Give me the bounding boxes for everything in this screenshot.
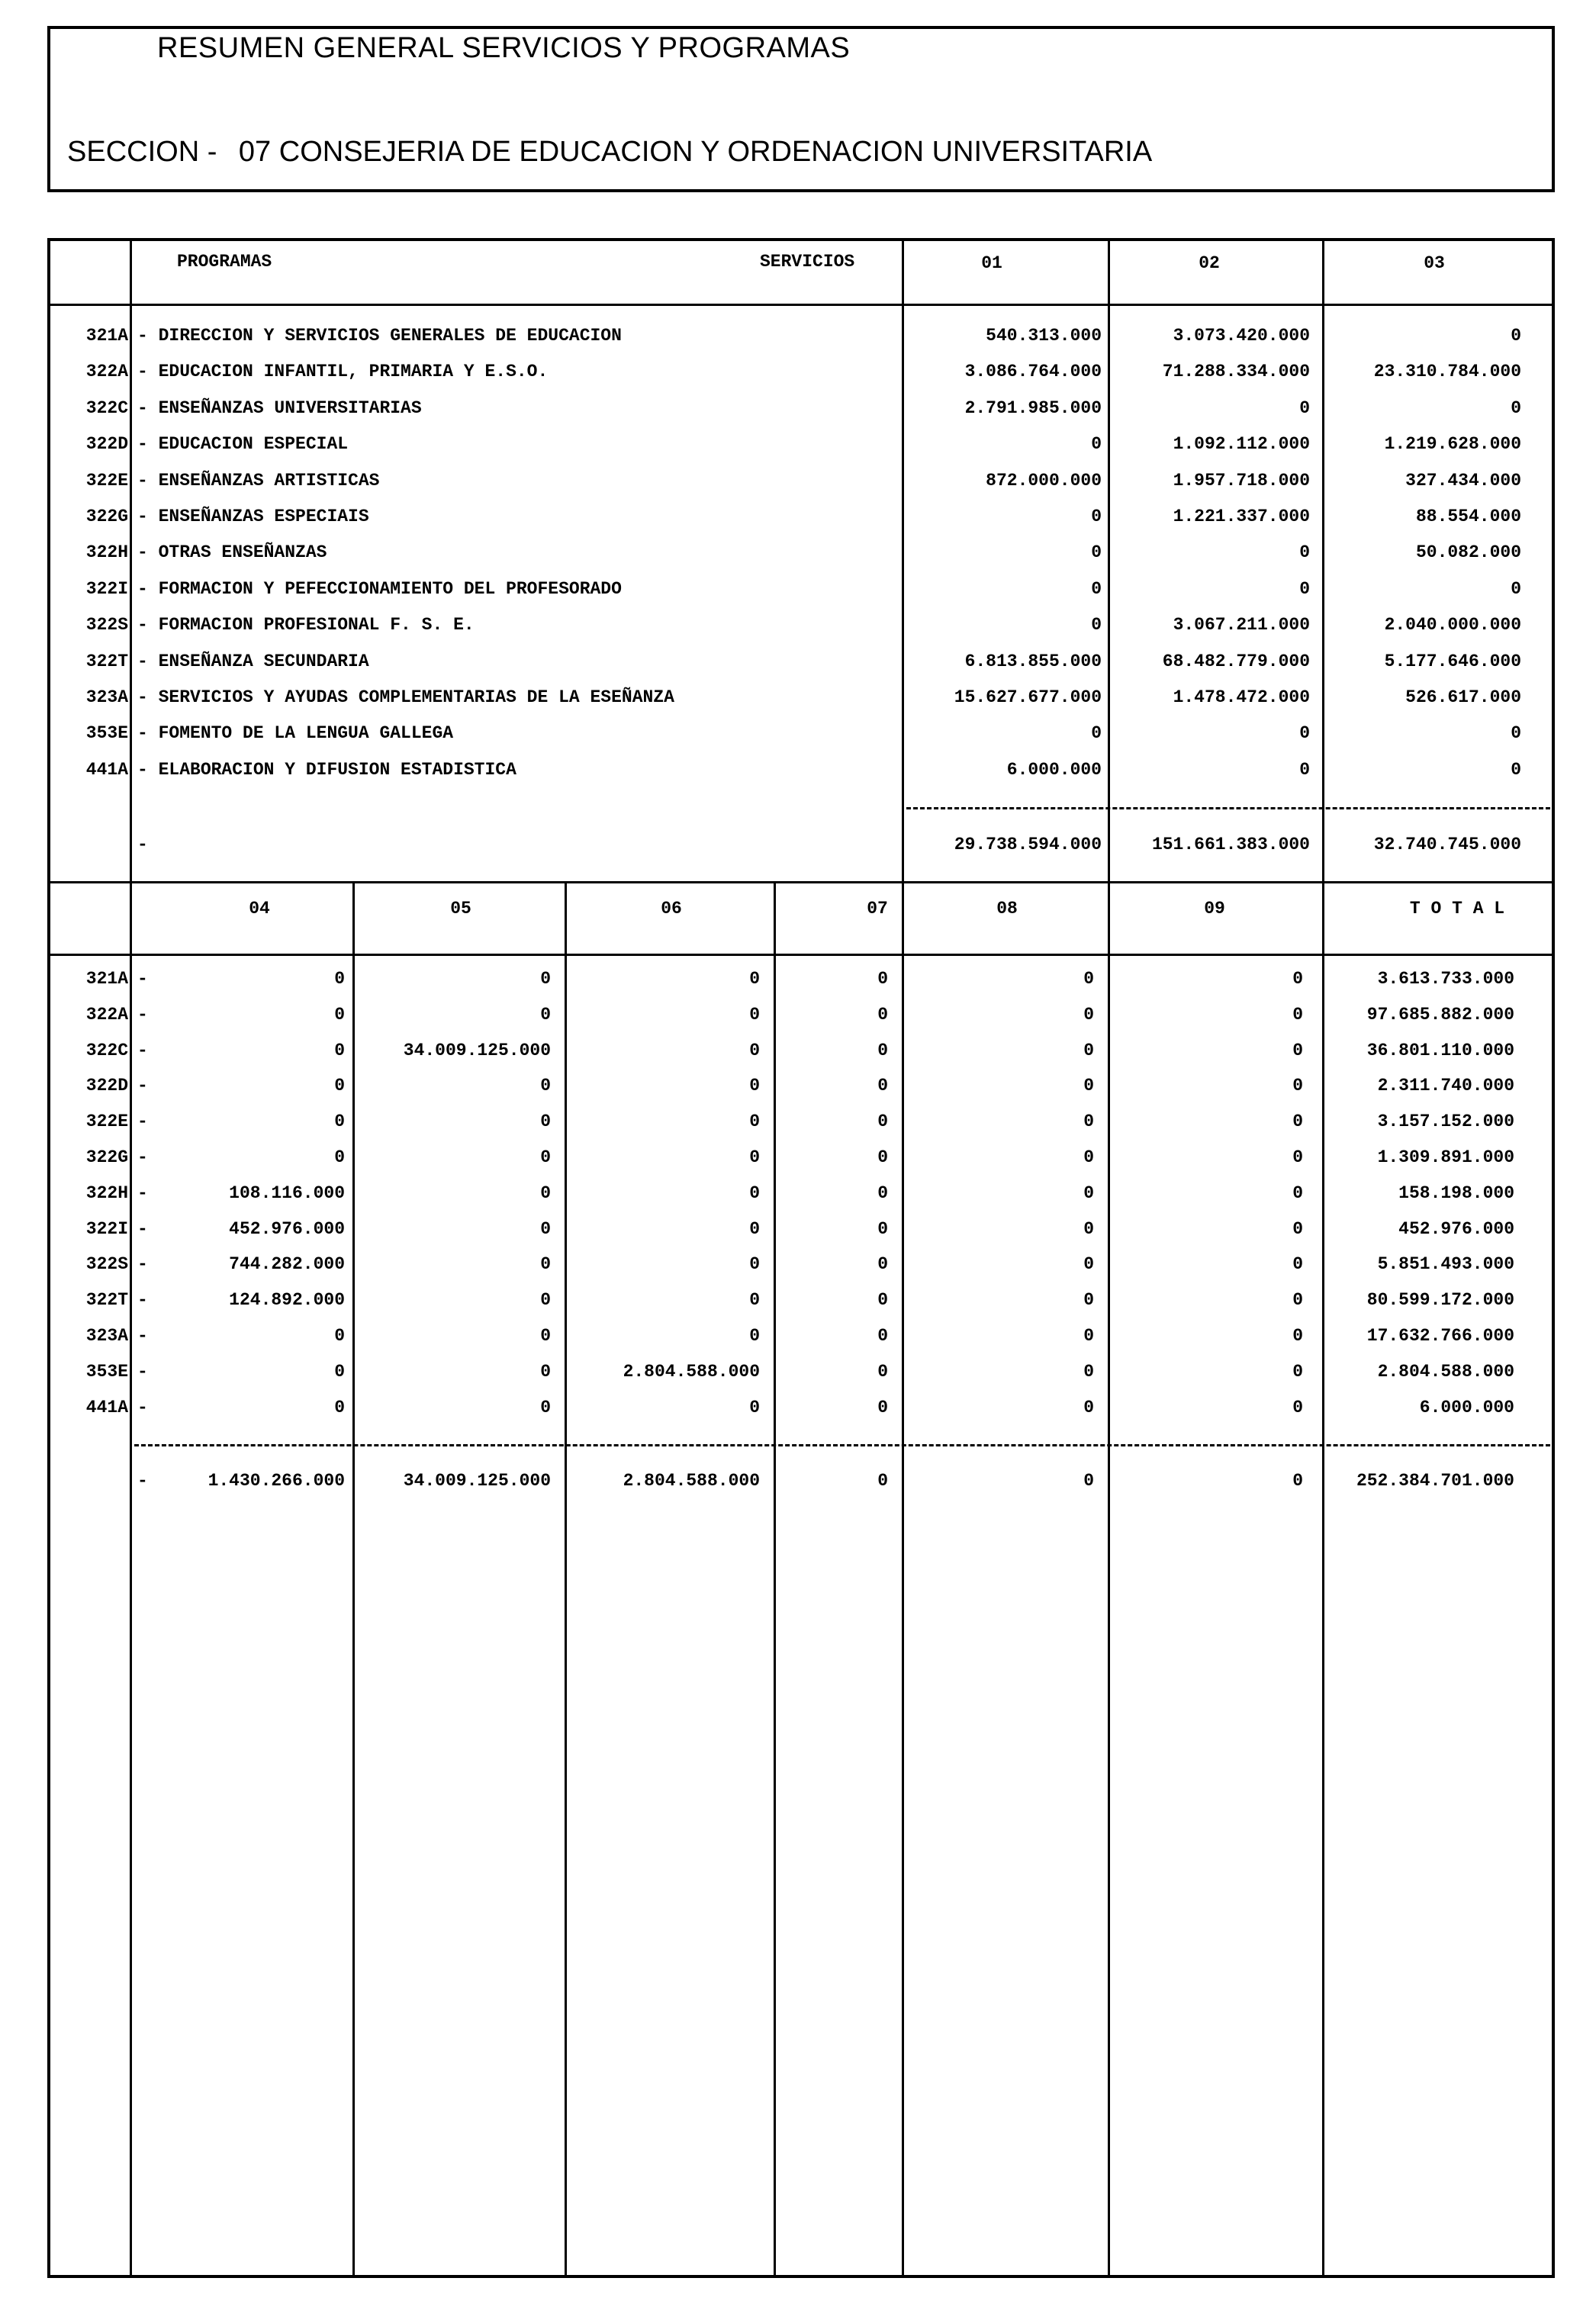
service-value: 1.309.891.000 <box>1377 1147 1514 1167</box>
section-name: 07 CONSEJERIA DE EDUCACION Y ORDENACION UNIVERSITARIA <box>238 136 1153 168</box>
service-value: 0 <box>877 1326 888 1346</box>
section-line <box>67 136 1152 169</box>
program-code: 321A <box>85 969 128 989</box>
service-value: 15.627.677.000 <box>954 687 1102 707</box>
column-header-07: 07 <box>867 899 888 919</box>
program-code: 323A <box>85 1326 128 1346</box>
program-code: 322G <box>85 1147 128 1167</box>
column-header-02: 02 <box>1199 253 1220 273</box>
service-value: 0 <box>540 1326 551 1346</box>
service-value: 0 <box>1091 578 1102 599</box>
service-value: 0 <box>877 1254 888 1275</box>
column-header-01: 01 <box>981 253 1002 273</box>
service-value: 0 <box>1083 1361 1094 1382</box>
service-total: 1.430.266.000 <box>208 1471 345 1491</box>
service-value: 1.221.337.000 <box>1173 507 1310 526</box>
service-value: 452.976.000 <box>229 1218 345 1239</box>
service-value: 0 <box>540 1218 551 1239</box>
bottom-total-rule <box>134 1444 1550 1446</box>
service-value: 0 <box>1083 1076 1094 1096</box>
service-value: 68.482.779.000 <box>1162 651 1310 671</box>
service-total: 29.738.594.000 <box>954 835 1102 854</box>
service-value: 0 <box>1292 1361 1303 1382</box>
service-value: 0 <box>1292 1326 1303 1346</box>
service-value: 0 <box>749 1290 760 1311</box>
top-total-rule <box>906 807 1550 809</box>
service-value: 34.009.125.000 <box>403 1040 551 1060</box>
service-value: 108.116.000 <box>229 1182 345 1203</box>
service-value: 0 <box>1292 1147 1303 1167</box>
service-value: 0 <box>749 1112 760 1132</box>
service-value: 6.000.000 <box>1419 1397 1514 1417</box>
service-value: 0 <box>1292 1076 1303 1096</box>
service-value: 0 <box>877 1182 888 1203</box>
service-value: 0 <box>540 1361 551 1382</box>
row-dash: - <box>137 1112 148 1132</box>
service-value: 88.554.000 <box>1415 507 1521 526</box>
program-description: - DIRECCION Y SERVICIOS GENERALES DE EDUCACION <box>137 326 622 346</box>
service-value: 2.791.985.000 <box>964 397 1102 418</box>
program-code: 322T <box>85 1290 128 1311</box>
service-total: 0 <box>877 1471 888 1491</box>
service-value: 0 <box>877 1040 888 1060</box>
program-code: 322C <box>85 1040 128 1060</box>
service-value: 5.177.646.000 <box>1384 651 1521 671</box>
row-dash: - <box>137 1182 148 1203</box>
service-value: 3.157.152.000 <box>1377 1112 1514 1132</box>
column-header-09: 09 <box>1204 899 1225 919</box>
service-value: 2.040.000.000 <box>1384 615 1521 635</box>
service-value: 3.067.211.000 <box>1173 615 1310 635</box>
service-total: 252.384.701.000 <box>1356 1471 1514 1491</box>
service-value: 452.976.000 <box>1398 1218 1514 1239</box>
row-dash: - <box>137 1147 148 1167</box>
budget-table <box>47 238 1555 2278</box>
column-header-05: 05 <box>450 899 471 919</box>
service-value: 0 <box>749 1147 760 1167</box>
program-code: 322C <box>85 397 128 418</box>
service-value: 0 <box>877 1290 888 1311</box>
program-description: - OTRAS ENSEÑANZAS <box>137 542 327 563</box>
service-value: 0 <box>1083 1147 1094 1167</box>
program-description: - FOMENTO DE LA LENGUA GALLEGA <box>137 723 454 744</box>
service-value: 0 <box>749 1326 760 1346</box>
service-total: 151.661.383.000 <box>1151 835 1310 854</box>
program-code: 441A <box>85 759 128 780</box>
service-value: 0 <box>540 1182 551 1203</box>
service-value: 0 <box>1299 759 1310 780</box>
column-header-TOTAL: T O T A L <box>1409 899 1505 919</box>
program-description: - EDUCACION ESPECIAL <box>137 434 349 455</box>
service-total: 34.009.125.000 <box>403 1471 551 1491</box>
service-value: 0 <box>334 1004 345 1025</box>
service-value: 0 <box>1083 1326 1094 1346</box>
row-dash: - <box>137 1290 148 1311</box>
program-description: - ENSEÑANZAS ARTISTICAS <box>137 470 380 491</box>
service-value: 0 <box>540 1076 551 1096</box>
service-value: 3.086.764.000 <box>964 362 1102 382</box>
service-value: 5.851.493.000 <box>1377 1254 1514 1275</box>
service-value: 0 <box>540 1004 551 1025</box>
service-value: 0 <box>1511 326 1521 346</box>
program-code: 322D <box>85 1076 128 1096</box>
service-value: 0 <box>877 1361 888 1382</box>
service-total: 0 <box>1083 1471 1094 1491</box>
service-value: 2.804.588.000 <box>623 1361 760 1382</box>
program-description: - SERVICIOS Y AYUDAS COMPLEMENTARIAS DE LA ESEÑANZA <box>137 687 674 707</box>
service-value: 0 <box>1091 507 1102 526</box>
service-value: 0 <box>877 1112 888 1132</box>
service-value: 2.311.740.000 <box>1377 1076 1514 1096</box>
service-value: 0 <box>1292 969 1303 989</box>
service-value: 0 <box>1292 1112 1303 1132</box>
service-value: 0 <box>1511 759 1521 780</box>
service-value: 124.892.000 <box>229 1290 345 1311</box>
row-dash: - <box>137 1326 148 1346</box>
program-description: - FORMACION PROFESIONAL F. S. E. <box>137 615 475 635</box>
service-value: 327.434.000 <box>1405 470 1521 491</box>
service-value: 0 <box>1511 578 1521 599</box>
program-code: 322E <box>85 470 128 491</box>
service-value: 0 <box>540 1147 551 1167</box>
program-code: 322S <box>85 615 128 635</box>
program-code: 323A <box>85 687 128 707</box>
program-description: - ENSEÑANZAS UNIVERSITARIAS <box>137 397 422 418</box>
service-value: 0 <box>334 1147 345 1167</box>
service-value: 97.685.882.000 <box>1366 1004 1514 1025</box>
program-code: 322A <box>85 1004 128 1025</box>
service-value: 0 <box>1083 1397 1094 1417</box>
service-value: 0 <box>334 1076 345 1096</box>
row-dash: - <box>137 1040 148 1060</box>
service-value: 0 <box>749 1004 760 1025</box>
service-value: 3.073.420.000 <box>1173 326 1310 346</box>
service-value: 0 <box>749 969 760 989</box>
program-code: 322S <box>85 1254 128 1275</box>
program-code: 321A <box>85 326 128 346</box>
program-code: 322I <box>85 1218 128 1239</box>
service-value: 0 <box>1299 397 1310 418</box>
service-value: 0 <box>540 1397 551 1417</box>
program-code: 353E <box>85 1361 128 1382</box>
document-title: RESUMEN GENERAL SERVICIOS Y PROGRAMAS <box>157 32 851 64</box>
bottom-header-rule <box>50 954 1552 956</box>
service-value: 0 <box>1083 1112 1094 1132</box>
service-value: 0 <box>1511 723 1521 744</box>
service-value: 6.000.000 <box>1006 759 1102 780</box>
service-value: 0 <box>1299 542 1310 563</box>
service-value: 0 <box>749 1397 760 1417</box>
service-value: 0 <box>1292 1218 1303 1239</box>
service-value: 744.282.000 <box>229 1254 345 1275</box>
service-value: 0 <box>1083 1004 1094 1025</box>
service-value: 1.957.718.000 <box>1173 470 1310 491</box>
service-value: 0 <box>1083 1218 1094 1239</box>
service-value: 0 <box>1083 1182 1094 1203</box>
program-code: 322I <box>85 578 128 599</box>
service-value: 0 <box>877 1076 888 1096</box>
service-value: 0 <box>334 1326 345 1346</box>
program-code: 322E <box>85 1112 128 1132</box>
service-value: 0 <box>877 1004 888 1025</box>
column-header-03: 03 <box>1424 253 1445 273</box>
section-divider <box>50 881 1552 883</box>
program-code: 322G <box>85 507 128 526</box>
service-value: 872.000.000 <box>986 470 1102 491</box>
top-column-divider <box>1108 241 1110 881</box>
service-value: 0 <box>877 969 888 989</box>
column-header-06: 06 <box>661 899 682 919</box>
service-total: 32.740.745.000 <box>1373 835 1521 854</box>
service-value: 0 <box>1091 615 1102 635</box>
column-header-04: 04 <box>249 899 270 919</box>
service-value: 0 <box>1292 1397 1303 1417</box>
service-value: 0 <box>749 1182 760 1203</box>
row-dash: - <box>137 1076 148 1096</box>
service-value: 0 <box>1292 1040 1303 1060</box>
column-header-08: 08 <box>996 899 1018 919</box>
service-value: 540.313.000 <box>986 326 1102 346</box>
service-value: 0 <box>334 1112 345 1132</box>
program-code: 322H <box>85 542 128 563</box>
service-value: 0 <box>1091 434 1102 455</box>
row-dash: - <box>137 1004 148 1025</box>
row-dash: - <box>137 969 148 989</box>
top-header-rule <box>50 304 1552 306</box>
program-description: - EDUCACION INFANTIL, PRIMARIA Y E.S.O. <box>137 362 549 382</box>
service-value: 526.617.000 <box>1405 687 1521 707</box>
total-marker: - <box>137 835 148 854</box>
program-description: - ELABORACION Y DIFUSION ESTADISTICA <box>137 759 516 780</box>
row-dash: - <box>137 1254 148 1275</box>
program-description: - ENSEÑANZA SECUNDARIA <box>137 651 369 671</box>
service-value: 0 <box>540 1254 551 1275</box>
service-total: 2.804.588.000 <box>623 1471 760 1491</box>
row-dash: - <box>137 1218 148 1239</box>
service-value: 0 <box>877 1147 888 1167</box>
service-value: 1.478.472.000 <box>1173 687 1310 707</box>
row-dash: - <box>137 1361 148 1382</box>
service-value: 6.813.855.000 <box>964 651 1102 671</box>
program-code: 322D <box>85 434 128 455</box>
service-value: 0 <box>1292 1254 1303 1275</box>
service-value: 80.599.172.000 <box>1366 1290 1514 1311</box>
total-marker: - <box>137 1471 148 1491</box>
service-value: 0 <box>749 1076 760 1096</box>
service-total: 0 <box>1292 1471 1303 1491</box>
service-value: 158.198.000 <box>1398 1182 1514 1203</box>
service-value: 0 <box>1083 1254 1094 1275</box>
service-value: 0 <box>1083 969 1094 989</box>
section-label: SECCION - <box>67 136 217 168</box>
service-value: 0 <box>749 1218 760 1239</box>
service-value: 0 <box>1091 723 1102 744</box>
service-value: 0 <box>540 1290 551 1311</box>
service-value: 0 <box>1299 723 1310 744</box>
service-value: 2.804.588.000 <box>1377 1361 1514 1382</box>
program-code: 322A <box>85 362 128 382</box>
header-programs: PROGRAMAS <box>177 252 272 272</box>
service-value: 50.082.000 <box>1415 542 1521 563</box>
service-value: 0 <box>1091 542 1102 563</box>
service-value: 0 <box>334 1397 345 1417</box>
program-code: 322T <box>85 651 128 671</box>
program-code: 441A <box>85 1397 128 1417</box>
row-dash: - <box>137 1397 148 1417</box>
document-header <box>47 26 1555 192</box>
service-value: 1.092.112.000 <box>1173 434 1310 455</box>
service-value: 0 <box>749 1254 760 1275</box>
service-value: 0 <box>334 969 345 989</box>
service-value: 0 <box>1083 1290 1094 1311</box>
service-value: 3.613.733.000 <box>1377 969 1514 989</box>
program-code: 322H <box>85 1182 128 1203</box>
code-column-divider <box>130 241 132 2275</box>
service-value: 17.632.766.000 <box>1366 1326 1514 1346</box>
service-value: 0 <box>334 1040 345 1060</box>
service-value: 0 <box>334 1361 345 1382</box>
service-value: 0 <box>877 1397 888 1417</box>
service-value: 1.219.628.000 <box>1384 434 1521 455</box>
service-value: 0 <box>1292 1182 1303 1203</box>
service-value: 0 <box>1083 1040 1094 1060</box>
service-value: 71.288.334.000 <box>1162 362 1310 382</box>
service-value: 0 <box>1292 1004 1303 1025</box>
service-value: 0 <box>749 1040 760 1060</box>
program-code: 353E <box>85 723 128 744</box>
service-value: 0 <box>1292 1290 1303 1311</box>
header-services: SERVICIOS <box>760 252 855 272</box>
service-value: 36.801.110.000 <box>1366 1040 1514 1060</box>
service-value: 0 <box>1511 397 1521 418</box>
service-value: 0 <box>540 969 551 989</box>
service-value: 0 <box>1299 578 1310 599</box>
service-value: 0 <box>540 1112 551 1132</box>
program-description: - ENSEÑANZAS ESPECIAIS <box>137 507 369 526</box>
service-value: 23.310.784.000 <box>1373 362 1521 382</box>
service-value: 0 <box>877 1218 888 1239</box>
program-description: - FORMACION Y PEFECCIONAMIENTO DEL PROFESORADO <box>137 578 622 599</box>
